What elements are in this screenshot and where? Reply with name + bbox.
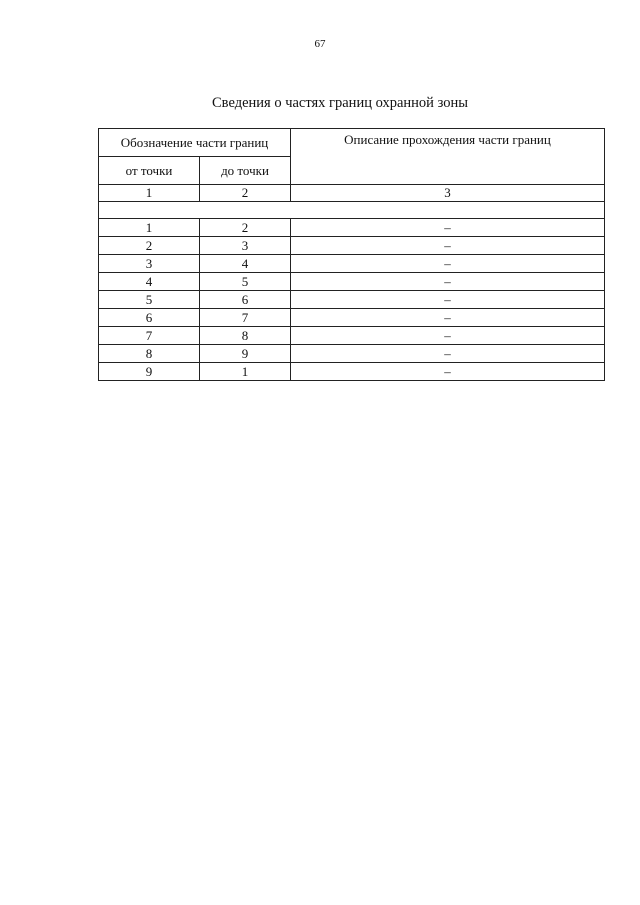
cell-from: 8 xyxy=(99,345,200,363)
cell-description: – xyxy=(291,363,605,381)
cell-description: – xyxy=(291,273,605,291)
table-row xyxy=(99,255,605,273)
table-row xyxy=(99,273,605,291)
column-number: 3 xyxy=(291,185,605,202)
cell-from: 6 xyxy=(99,309,200,327)
empty-cell xyxy=(99,202,605,219)
cell-description: – xyxy=(291,291,605,309)
cell-description: – xyxy=(291,219,605,237)
table-row xyxy=(99,327,605,345)
cell-to: 5 xyxy=(200,273,291,291)
cell-from: 9 xyxy=(99,363,200,381)
cell-from: 1 xyxy=(99,219,200,237)
empty-section-row xyxy=(99,202,605,219)
table-header-row xyxy=(99,129,605,157)
cell-to: 3 xyxy=(200,237,291,255)
cell-to: 4 xyxy=(200,255,291,273)
table-row xyxy=(99,219,605,237)
cell-from: 3 xyxy=(99,255,200,273)
table-row xyxy=(99,363,605,381)
page-number: 67 xyxy=(314,38,326,50)
cell-to: 9 xyxy=(200,345,291,363)
column-number: 1 xyxy=(99,185,200,202)
cell-description: – xyxy=(291,345,605,363)
header-description: Описание прохождения части границ xyxy=(291,129,605,185)
header-boundary-designation: Обозначение части границ xyxy=(99,129,291,157)
boundary-parts-table xyxy=(98,128,605,381)
cell-description: – xyxy=(291,309,605,327)
cell-from: 7 xyxy=(99,327,200,345)
table-row xyxy=(99,291,605,309)
cell-description: – xyxy=(291,237,605,255)
cell-from: 2 xyxy=(99,237,200,255)
cell-from: 4 xyxy=(99,273,200,291)
document-title: Сведения о частях границ охранной зоны xyxy=(212,95,468,111)
header-to-point: до точки xyxy=(200,157,291,185)
table-row xyxy=(99,309,605,327)
cell-from: 5 xyxy=(99,291,200,309)
cell-to: 7 xyxy=(200,309,291,327)
cell-to: 2 xyxy=(200,219,291,237)
cell-description: – xyxy=(291,327,605,345)
cell-to: 1 xyxy=(200,363,291,381)
table-row xyxy=(99,237,605,255)
cell-to: 6 xyxy=(200,291,291,309)
column-number-row xyxy=(99,185,605,202)
column-number: 2 xyxy=(200,185,291,202)
cell-description: – xyxy=(291,255,605,273)
cell-to: 8 xyxy=(200,327,291,345)
header-from-point: от точки xyxy=(99,157,200,185)
table-row xyxy=(99,345,605,363)
